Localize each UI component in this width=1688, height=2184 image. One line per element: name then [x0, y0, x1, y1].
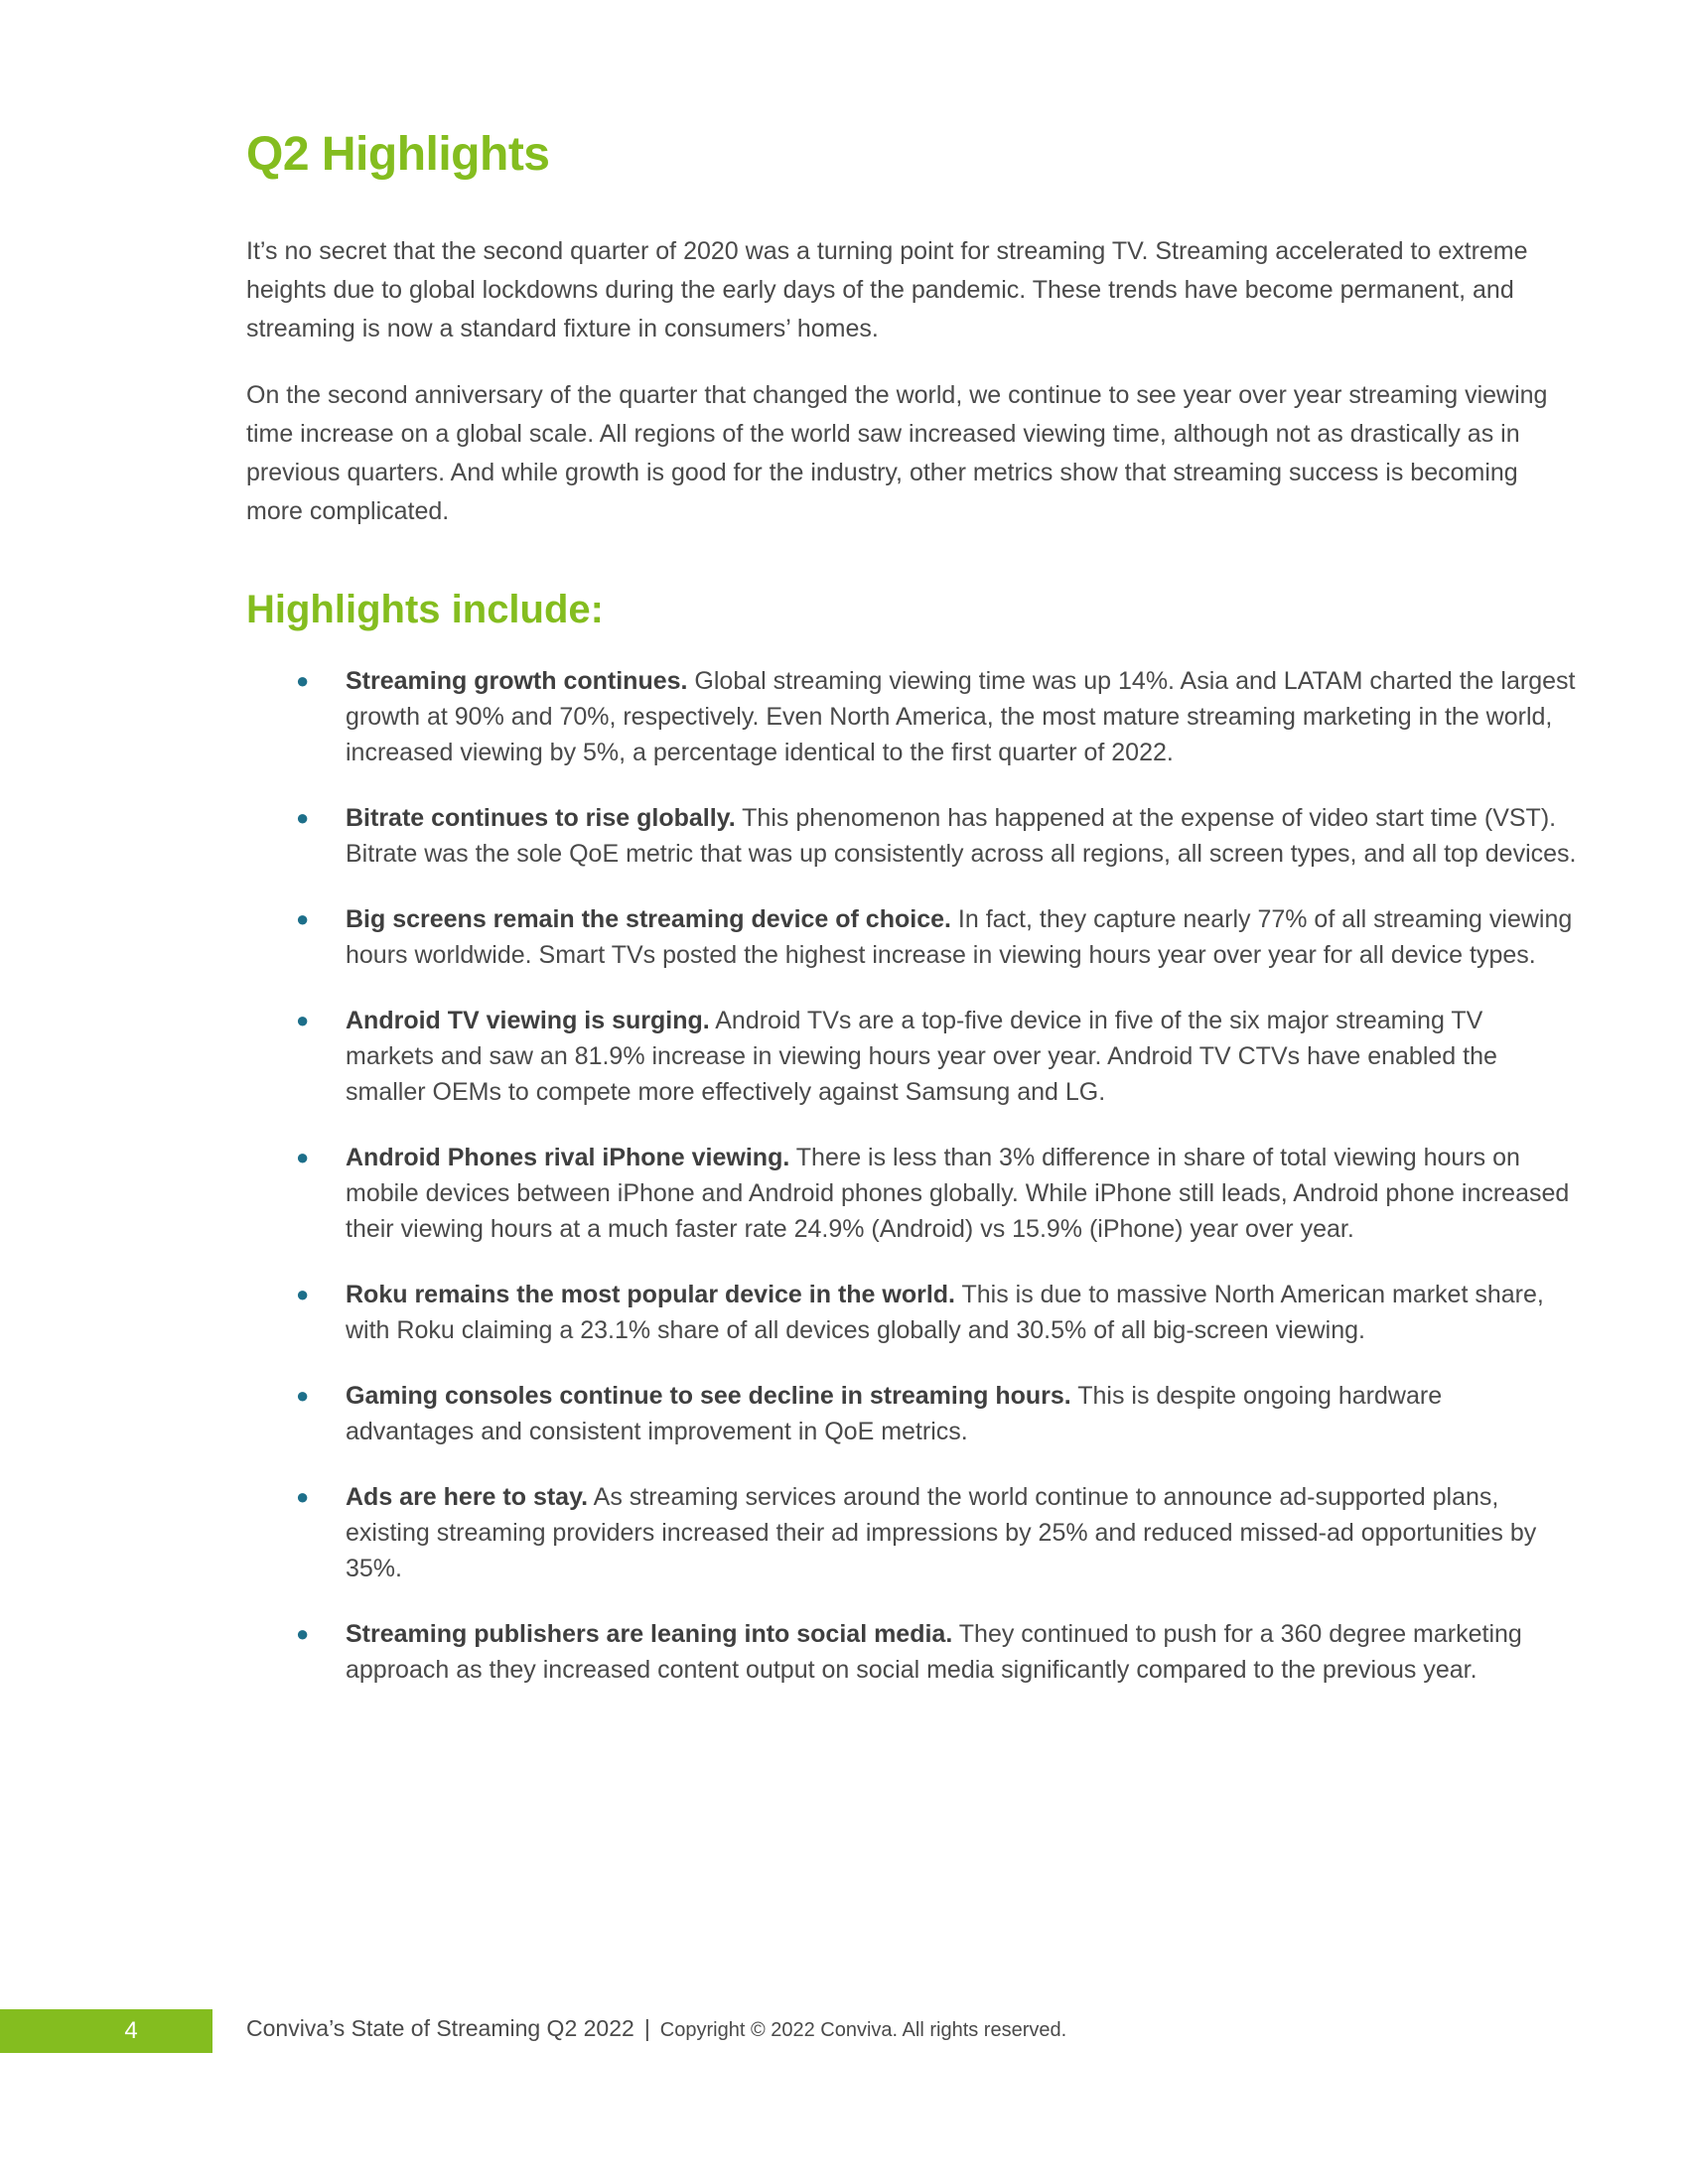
- highlight-lead: Bitrate continues to rise globally.: [346, 804, 736, 832]
- highlight-text: Global streaming viewing time was up 14%. Asia and LATAM charted the largest growth at 90% and 70%, respectively. Even North America, the most mature streaming marketing in the world, increased viewing by 5%, a percentage identical to the first quarter of 2022.: [346, 667, 1576, 766]
- highlight-lead: Roku remains the most popular device in the world.: [346, 1281, 956, 1308]
- footer-separator: |: [643, 2015, 650, 2041]
- footer-copyright: Copyright © 2022 Conviva. All rights reserved.: [659, 2019, 1067, 2041]
- bullet-icon: ●: [296, 1008, 310, 1032]
- footer-report-title: Conviva’s State of Streaming Q2 2022: [246, 2015, 634, 2041]
- page-title: Q2 Highlights: [246, 128, 550, 181]
- bullet-icon: ●: [296, 1621, 310, 1646]
- footer-page-bar: [0, 2009, 212, 2053]
- highlight-item: [246, 901, 1577, 973]
- intro-paragraph: It’s no secret that the second quarter of 2020 was a turning point for streaming TV. Streaming accelerated to extreme heights due to global lockdowns during the early days of the pandemic. These trends have become permanent, and streaming is now a standard fixture in consumers’ homes.: [246, 237, 1528, 342]
- highlight-item: [246, 1277, 1577, 1348]
- highlight-item: [246, 1140, 1577, 1247]
- bullet-icon: ●: [296, 1383, 310, 1408]
- highlight-text: As streaming services around the world continue to announce ad-supported plans, existing streaming providers increased their ad impressions by 25% and reduced missed-ad opportunities by 35%.: [346, 1483, 1537, 1582]
- intro-section: [246, 232, 1577, 559]
- highlight-item: [246, 800, 1577, 872]
- bullet-icon: ●: [296, 1484, 310, 1509]
- highlight-text: This is due to massive North American market share, with Roku claiming a 23.1% share of all devices globally and 30.5% of all big-screen viewing.: [346, 1281, 1544, 1344]
- highlight-item: [246, 1378, 1577, 1449]
- highlight-text: They continued to push for a 360 degree marketing approach as they increased content output on social media significantly compared to the previous year.: [346, 1620, 1522, 1684]
- highlight-lead: Gaming consoles continue to see decline in streaming hours.: [346, 1382, 1071, 1410]
- highlight-text: Android TVs are a top-five device in five of the six major streaming TV markets and saw an 81.9% increase in viewing hours year over year. Android TV CTVs have enabled the smaller OEMs to compete more effectively against Samsung and LG.: [346, 1007, 1497, 1106]
- highlight-lead: Android Phones rival iPhone viewing.: [346, 1144, 790, 1171]
- highlight-lead: Android TV viewing is surging.: [346, 1007, 710, 1034]
- highlight-lead: Streaming growth continues.: [346, 667, 688, 695]
- bullet-icon: ●: [296, 906, 310, 931]
- highlight-lead: Ads are here to stay.: [346, 1483, 589, 1511]
- highlight-item: [246, 1003, 1577, 1110]
- highlight-text: There is less than 3% difference in share of total viewing hours on mobile devices between iPhone and Android phones globally. While iPhone still leads, Android phone increased their viewing hours at a much faster rate 24.9% (Android) vs 15.9% (iPhone) year over year.: [346, 1144, 1570, 1243]
- intro-paragraph: On the second anniversary of the quarter that changed the world, we continue to see year over year streaming viewing time increase on a global scale. All regions of the world saw increased viewing time, although not as drastically as in previous quarters. And while growth is good for the industry, other metrics show that streaming success is becoming more complicated.: [246, 381, 1548, 525]
- bullet-icon: ●: [296, 805, 310, 830]
- highlight-text: This is despite ongoing hardware advantages and consistent improvement in QoE metrics.: [346, 1382, 1443, 1445]
- page-number: 4: [124, 2017, 138, 2044]
- footer: [246, 2015, 1066, 2042]
- highlight-lead: Big screens remain the streaming device of choice.: [346, 905, 951, 933]
- highlights-heading: Highlights include:: [246, 588, 604, 631]
- bullet-icon: ●: [296, 668, 310, 693]
- highlight-item: [246, 1479, 1577, 1586]
- highlight-lead: Streaming publishers are leaning into social media.: [346, 1620, 953, 1648]
- bullet-icon: ●: [296, 1282, 310, 1306]
- bullet-icon: ●: [296, 1145, 310, 1169]
- highlight-item: [246, 663, 1577, 770]
- highlights-list: [246, 663, 1577, 1717]
- highlight-text: This phenomenon has happened at the expense of video start time (VST). Bitrate was the sole QoE metric that was up consistently across all regions, all screen types, and all top devices.: [346, 804, 1577, 868]
- highlight-text: In fact, they capture nearly 77% of all streaming viewing hours worldwide. Smart TVs posted the highest increase in viewing hours year over year for all device types.: [346, 905, 1573, 969]
- highlight-item: [246, 1616, 1577, 1688]
